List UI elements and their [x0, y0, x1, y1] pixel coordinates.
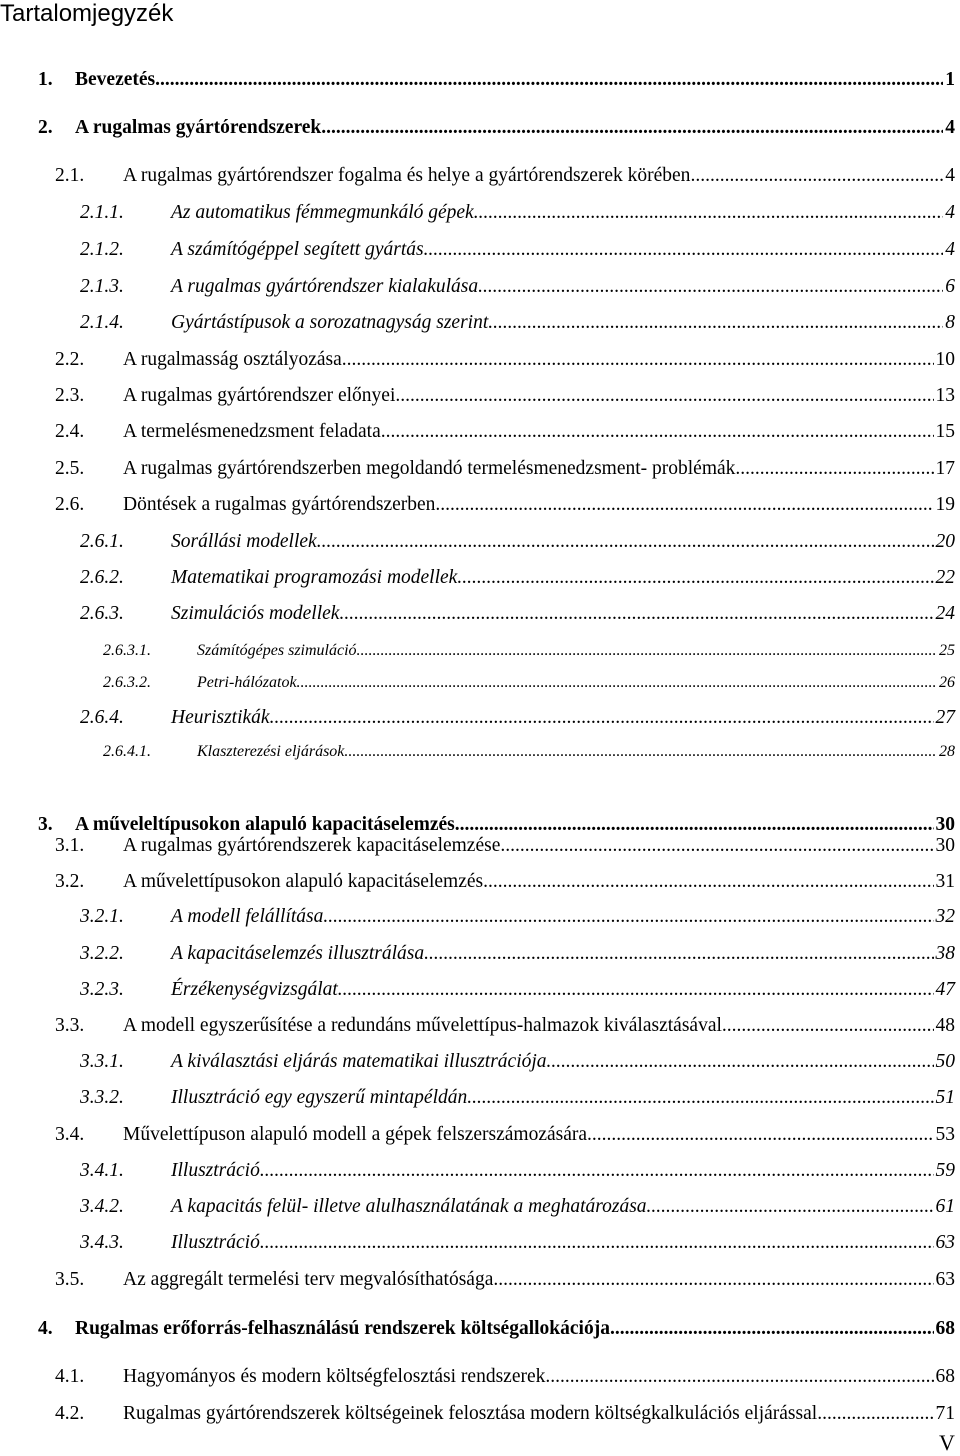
- toc-entry-title: A kiválasztási eljárás matematikai illusztrációja: [171, 1051, 547, 1072]
- toc-entry-number: 2.1.2.: [80, 239, 124, 260]
- toc-entry[interactable]: [0, 1049, 955, 1075]
- dot-leader: [722, 1013, 934, 1039]
- toc-entry-number: 3.3.1.: [80, 1051, 124, 1072]
- toc-entry[interactable]: [0, 565, 955, 591]
- toc-entry[interactable]: [0, 1158, 955, 1184]
- toc-entry[interactable]: [0, 1267, 955, 1293]
- toc-entry-page: 68: [935, 1318, 955, 1339]
- dot-leader: [735, 456, 933, 482]
- toc-entry-page: 4: [945, 117, 955, 138]
- toc-entry-number: 2.3.: [55, 385, 85, 406]
- toc-entry[interactable]: [0, 456, 955, 482]
- toc-entry[interactable]: [0, 1085, 955, 1111]
- toc-entry-number: 2.1.3.: [80, 276, 124, 297]
- toc-entry[interactable]: [0, 977, 955, 1003]
- dot-leader: [338, 977, 934, 1003]
- toc-entry-page: 47: [935, 979, 955, 1000]
- toc-entry[interactable]: [0, 1194, 955, 1220]
- dot-leader: [817, 1401, 933, 1427]
- dot-leader: [587, 1122, 933, 1148]
- toc-entry[interactable]: [0, 640, 955, 662]
- toc-entry-title: Művelettípuson alapuló modell a gépek felszerszámozására: [123, 1124, 588, 1145]
- toc-entry-number: 2.6.1.: [80, 531, 124, 552]
- toc-entry[interactable]: [0, 1013, 955, 1039]
- toc-entry-page: 53: [935, 1124, 955, 1145]
- toc-entry-title: Heurisztikák: [171, 707, 270, 728]
- toc-entry-title: A művelettípusokon alapuló kapacitáselemzés: [123, 871, 484, 892]
- toc-entry[interactable]: [0, 1230, 955, 1256]
- toc-entry-title: Matematikai programozási modellek: [171, 567, 458, 588]
- toc-entry-number: 2.: [38, 117, 53, 138]
- toc-entry[interactable]: [0, 347, 955, 373]
- toc-entry-page: 30: [935, 814, 955, 835]
- toc-entry-page: 38: [935, 943, 955, 964]
- dot-leader: [395, 383, 933, 409]
- dot-leader: [488, 310, 943, 336]
- toc-entry-title: Számítógépes szimuláció: [197, 642, 357, 659]
- toc-entry-number: 3.2.1.: [80, 906, 124, 927]
- toc-entry-page: 71: [935, 1403, 955, 1424]
- dot-leader: [500, 833, 933, 859]
- toc-entry-number: 2.1.4.: [80, 312, 124, 333]
- dot-leader: [457, 565, 933, 591]
- toc-entry[interactable]: [0, 529, 955, 555]
- toc-entry-page: 19: [935, 494, 955, 515]
- toc-entry-page: 63: [935, 1232, 955, 1253]
- dot-leader: [424, 237, 944, 263]
- toc-entry-number: 2.6.3.2.: [103, 674, 151, 691]
- dot-leader: [260, 1158, 934, 1184]
- toc-entry[interactable]: [0, 419, 955, 445]
- toc-entry-title: Gyártástípusok a sorozatnagyság szerint: [171, 312, 489, 333]
- toc-entry[interactable]: [0, 310, 955, 336]
- toc-entry[interactable]: [0, 1401, 955, 1427]
- toc-entry[interactable]: [0, 941, 955, 967]
- dot-leader: [321, 115, 943, 141]
- toc-entry[interactable]: [0, 274, 955, 300]
- toc-entry-title: Petri-hálózatok: [197, 674, 297, 691]
- toc-entry-title: Bevezetés: [75, 69, 156, 90]
- toc-entry-page: 1: [945, 69, 955, 90]
- toc-entry-number: 3.2.: [55, 871, 85, 892]
- toc-entry[interactable]: [0, 163, 955, 189]
- toc-entry-title: Klaszterezési eljárások: [197, 743, 345, 760]
- toc-entry[interactable]: [0, 115, 955, 141]
- toc-entry-page: 28: [939, 743, 955, 760]
- dot-leader: [545, 1364, 933, 1390]
- dot-leader: [342, 347, 934, 373]
- toc-entry-page: 22: [935, 567, 955, 588]
- dot-leader: [357, 640, 937, 662]
- toc-entry-title: Sorállási modellek: [171, 531, 317, 552]
- toc-entry-number: 3.3.2.: [80, 1087, 124, 1108]
- toc-entry-title: Illusztráció egy egyszerű mintapéldán: [171, 1087, 468, 1108]
- toc-entry-number: 4.1.: [55, 1366, 85, 1387]
- dot-leader: [270, 705, 934, 731]
- toc-entry-page: 48: [935, 1015, 955, 1036]
- toc-entry[interactable]: [0, 200, 955, 226]
- toc-entry[interactable]: [0, 705, 955, 731]
- dot-leader: [155, 67, 943, 93]
- toc-entry-number: 3.4.: [55, 1124, 85, 1145]
- toc-entry-page: 17: [935, 458, 955, 479]
- toc-entry-title: A termelésmenedzsment feladata: [123, 421, 381, 442]
- toc-entry-title: Hagyományos és modern költségfelosztási rendszerek: [123, 1366, 546, 1387]
- toc-entry-title: A rugalmasság osztályozása: [123, 349, 342, 370]
- toc-entry-page: 50: [935, 1051, 955, 1072]
- dot-leader: [435, 492, 933, 518]
- toc-entry-page: 59: [935, 1160, 955, 1181]
- toc-entry-number: 2.6.4.: [80, 707, 124, 728]
- dot-leader: [474, 200, 944, 226]
- toc-entry-number: 2.6.3.: [80, 603, 124, 624]
- toc-entry-page: 25: [939, 642, 955, 659]
- toc-entry-number: 2.5.: [55, 458, 85, 479]
- toc-entry-page: 63: [935, 1269, 955, 1290]
- toc-entry-title: A rugalmas gyártórendszer fogalma és helye a gyártórendszerek körében: [123, 165, 691, 186]
- page-number: V: [939, 1430, 955, 1455]
- toc-entry-title: Döntések a rugalmas gyártórendszerben: [123, 494, 436, 515]
- toc-entry-number: 2.4.: [55, 421, 85, 442]
- dot-leader: [317, 529, 934, 555]
- dot-leader: [483, 869, 933, 895]
- toc-entry-title: A számítógéppel segített gyártás: [171, 239, 424, 260]
- toc-entry[interactable]: [0, 383, 955, 409]
- toc-entry-title: A kapacitáselemzés illusztrálása: [171, 943, 425, 964]
- toc-entry-page: 10: [935, 349, 955, 370]
- dot-leader: [467, 1085, 933, 1111]
- toc-entry-title: Az aggregált termelési terv megvalósíthatósága: [123, 1269, 494, 1290]
- dot-leader: [547, 1049, 934, 1075]
- toc-entry-title: A modell egyszerűsítése a redundáns művelettípus-halmazok kiválasztásával: [123, 1015, 722, 1036]
- toc-entry[interactable]: [0, 672, 955, 694]
- dot-leader: [690, 163, 943, 189]
- toc-entry-title: A rugalmas gyártórendszerek: [75, 117, 322, 138]
- toc-entry-number: 2.2.: [55, 349, 85, 370]
- toc-entry-title: Rugalmas gyártórendszerek költségeinek felosztása modern költségkalkulációs eljárással: [123, 1403, 818, 1424]
- toc-entry-page: 24: [935, 603, 955, 624]
- dot-leader: [478, 274, 943, 300]
- toc-entry-page: 26: [939, 674, 955, 691]
- toc-entry-number: 3.: [38, 814, 53, 835]
- dot-leader: [647, 1194, 934, 1220]
- toc-entry-number: 2.1.1.: [80, 202, 124, 223]
- toc-entry-number: 2.1.: [55, 165, 85, 186]
- toc-entry[interactable]: [0, 833, 955, 859]
- toc-entry-number: 3.4.3.: [80, 1232, 124, 1253]
- toc-entry-title: Illusztráció: [171, 1160, 260, 1181]
- toc-entry-page: 4: [945, 202, 955, 223]
- toc-entry-page: 13: [935, 385, 955, 406]
- toc-entry-page: 20: [935, 531, 955, 552]
- toc-entry-number: 3.4.1.: [80, 1160, 124, 1181]
- dot-leader: [610, 1316, 934, 1342]
- toc-entry-number: 3.5.: [55, 1269, 85, 1290]
- toc-entry-number: 2.6.4.1.: [103, 743, 151, 760]
- toc-entry-page: 8: [945, 312, 955, 333]
- dot-leader: [344, 741, 937, 763]
- toc-entry-page: 15: [935, 421, 955, 442]
- toc-entry-page: 68: [935, 1366, 955, 1387]
- toc-entry[interactable]: [0, 492, 955, 518]
- toc-entry-title: A modell felállítása: [171, 906, 324, 927]
- page-title: Tartalomjegyzék: [0, 0, 174, 27]
- dot-leader: [493, 1267, 933, 1293]
- toc-entry-page: 6: [945, 276, 955, 297]
- toc-entry-number: 4.: [38, 1318, 53, 1339]
- dot-leader: [297, 672, 937, 694]
- toc-entry-number: 2.6.: [55, 494, 85, 515]
- toc-entry[interactable]: [0, 67, 955, 93]
- toc-entry-number: 2.6.2.: [80, 567, 124, 588]
- dot-leader: [424, 941, 933, 967]
- toc-entry-number: 3.1.: [55, 835, 85, 856]
- toc-entry[interactable]: [0, 869, 955, 895]
- toc-entry-page: 4: [945, 165, 955, 186]
- toc-entry[interactable]: [0, 1122, 955, 1148]
- dot-leader: [260, 1230, 934, 1256]
- toc-entry-page: 4: [945, 239, 955, 260]
- toc-entry-page: 27: [935, 707, 955, 728]
- toc-entry-title: A rugalmas gyártórendszer kialakulása: [171, 276, 479, 297]
- dot-leader: [381, 419, 934, 445]
- toc-entry[interactable]: [0, 237, 955, 263]
- toc-entry-number: 4.2.: [55, 1403, 85, 1424]
- toc-entry-title: A rugalmas gyártórendszer előnyei: [123, 385, 396, 406]
- toc-entry[interactable]: [0, 741, 955, 763]
- toc-entry[interactable]: [0, 1316, 955, 1342]
- toc-entry-title: A rugalmas gyártórendszerben megoldandó termelésmenedzsment- problémák: [123, 458, 736, 479]
- toc-entry-number: 3.2.2.: [80, 943, 124, 964]
- toc-entry-page: 51: [935, 1087, 955, 1108]
- toc-entry-title: Rugalmas erőforrás-felhasználású rendszerek költségallokációja: [75, 1318, 610, 1339]
- toc-entry-page: 32: [935, 906, 955, 927]
- toc-entry-title: A rugalmas gyártórendszerek kapacitáselemzése: [123, 835, 501, 856]
- toc-entry-title: Szimulációs modellek: [171, 603, 340, 624]
- toc-entry-page: 61: [935, 1196, 955, 1217]
- toc-entry-number: 3.3.: [55, 1015, 85, 1036]
- toc-entry-page: 30: [935, 835, 955, 856]
- dot-leader: [323, 904, 933, 930]
- toc-entry-title: Illusztráció: [171, 1232, 260, 1253]
- toc-entry-page: 31: [935, 871, 955, 892]
- toc-entry-title: Az automatikus fémmegmunkáló gépek: [171, 202, 474, 223]
- toc-entry-title: Érzékenységvizsgálat: [171, 979, 338, 1000]
- toc-entry[interactable]: [0, 601, 955, 627]
- toc-entry-number: 3.2.3.: [80, 979, 124, 1000]
- toc-entry[interactable]: [0, 1364, 955, 1390]
- toc-entry[interactable]: [0, 904, 955, 930]
- toc-entry-number: 1.: [38, 69, 53, 90]
- toc-entry-title: A műveleltípusokon alapuló kapacitáselemzés: [75, 814, 455, 835]
- toc-entry-number: 3.4.2.: [80, 1196, 124, 1217]
- toc-entry-number: 2.6.3.1.: [103, 642, 151, 659]
- dot-leader: [339, 601, 933, 627]
- toc-entry-title: A kapacitás felül- illetve alulhasználatának a meghatározása: [171, 1196, 647, 1217]
